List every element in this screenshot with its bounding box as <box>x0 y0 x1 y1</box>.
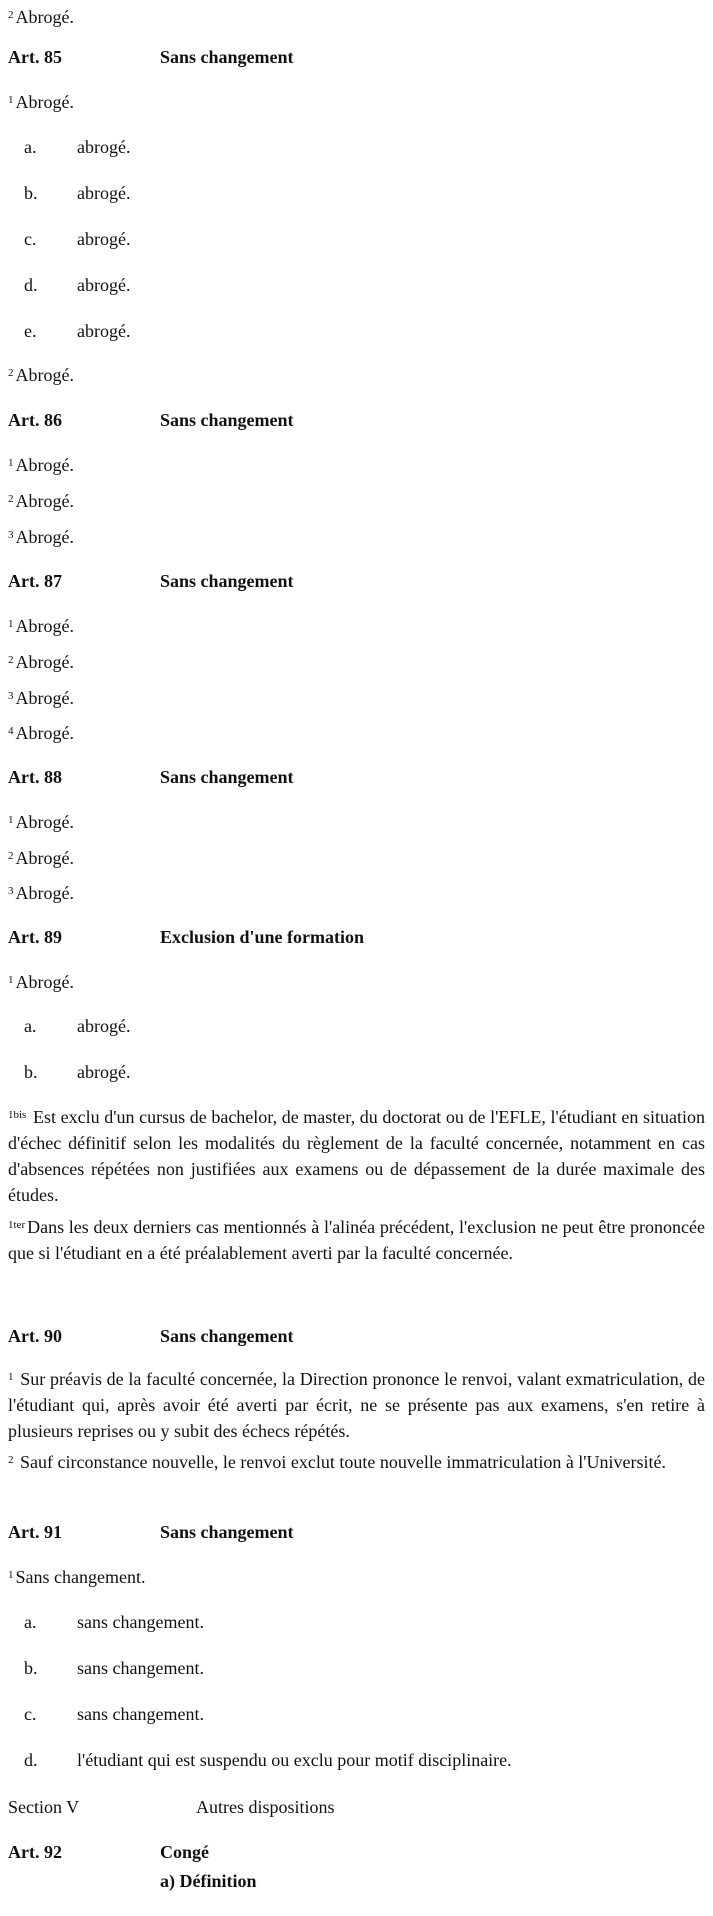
paragraph-text: Dans les deux derniers cas mentionnés à l'alinéa précédent, l'exclusion ne peut être prononcée que si l'étudiant en a été préalablement averti par la faculté concernée. <box>8 1217 705 1263</box>
list-item-text: sans changement. <box>77 1658 204 1678</box>
paragraph-text: Abrogé. <box>15 527 74 547</box>
paragraph-number: 1 <box>8 94 14 106</box>
article-subtitle: a) Définition <box>160 1871 257 1891</box>
paragraph-number: 1 <box>8 618 14 630</box>
list-item-letter: b. <box>24 183 38 203</box>
paragraph <box>8 1566 145 1588</box>
list-item-text: abrogé. <box>77 1016 131 1036</box>
paragraph-number: 3 <box>8 690 14 702</box>
list-item-text: abrogé. <box>77 183 131 203</box>
section-label: Section V <box>8 1797 80 1817</box>
list-item-text: sans changement. <box>77 1612 204 1632</box>
paragraph <box>8 454 74 476</box>
list-item-letter: e. <box>24 321 37 341</box>
article-number: Art. 85 <box>8 47 62 67</box>
section-title: Autres dispositions <box>196 1797 335 1817</box>
list-item-text: abrogé. <box>77 229 131 249</box>
paragraph-number: 1ter <box>8 1219 26 1231</box>
list-item-letter: c. <box>24 1704 37 1724</box>
paragraph <box>8 882 74 904</box>
article-number: Art. 92 <box>8 1842 62 1862</box>
paragraph-number: 2 <box>8 654 14 666</box>
paragraph-text: Sans changement. <box>15 1567 146 1587</box>
paragraph-text: Est exclu d'un cursus de bachelor, de master, du doctorat ou de l'EFLE, l'étudiant en situation d'échec définitif selon les modalités du règlement de la faculté concernée, notamment en cas d'absences répétées non justifiées aux examens ou de dépassement de la durée maximale des études. <box>8 1107 706 1205</box>
paragraph-text: Abrogé. <box>15 365 74 385</box>
paragraph <box>8 1449 705 1475</box>
article-number: Art. 86 <box>8 410 62 430</box>
paragraph <box>8 971 74 993</box>
paragraph-number: 2 <box>8 367 14 379</box>
paragraph-text: Abrogé. <box>15 723 74 743</box>
paragraph-number: 1 <box>8 457 14 469</box>
paragraph <box>8 1214 705 1266</box>
article-number: Art. 90 <box>8 1326 62 1346</box>
list-item-text: abrogé. <box>77 1062 131 1082</box>
article-title: Sans changement <box>160 767 294 787</box>
article-title: Congé <box>160 1842 209 1862</box>
list-item-letter: b. <box>24 1062 38 1082</box>
paragraph <box>8 91 74 113</box>
paragraph-text: Abrogé. <box>15 972 74 992</box>
paragraph-number: 2 <box>8 850 14 862</box>
article-number: Art. 91 <box>8 1522 62 1542</box>
list-item-text: sans changement. <box>77 1704 204 1724</box>
list-item-text: abrogé. <box>77 275 131 295</box>
paragraph-number: 2 <box>8 9 14 21</box>
paragraph <box>8 811 74 833</box>
paragraph <box>8 6 74 28</box>
article-title: Exclusion d'une formation <box>160 927 365 947</box>
paragraph-text: Sur préavis de la faculté concernée, la Direction prononce le renvoi, valant exmatriculation, de l'étudiant qui, après avoir été averti par écrit, ne se présente pas aux examens, s'en retire à plusieurs reprises ou y subit des échecs répétés. <box>8 1369 705 1441</box>
paragraph-number: 2 <box>8 1454 14 1466</box>
paragraph-number: 1bis <box>8 1109 27 1121</box>
paragraph <box>8 1366 705 1444</box>
list-item-letter: a. <box>24 137 37 157</box>
list-item-text: l'étudiant qui est suspendu ou exclu pour motif disciplinaire. <box>77 1750 512 1770</box>
paragraph-number: 1 <box>8 974 14 986</box>
paragraph-number: 1 <box>8 1371 14 1383</box>
paragraph-number: 2 <box>8 493 14 505</box>
article-title: Sans changement <box>160 571 294 591</box>
article-number: Art. 87 <box>8 571 62 591</box>
paragraph-text: Abrogé. <box>15 652 74 672</box>
list-item-letter: a. <box>24 1016 37 1036</box>
paragraph <box>8 722 74 744</box>
paragraph-text: Abrogé. <box>15 7 74 27</box>
paragraph <box>8 615 74 637</box>
paragraph-number: 1 <box>8 814 14 826</box>
list-item-letter: a. <box>24 1612 37 1632</box>
list-item-text: abrogé. <box>77 137 131 157</box>
article-title: Sans changement <box>160 47 294 67</box>
paragraph-number: 3 <box>8 529 14 541</box>
paragraph-text: Abrogé. <box>15 883 74 903</box>
paragraph-text: Abrogé. <box>15 455 74 475</box>
paragraph-text: Abrogé. <box>15 491 74 511</box>
article-number: Art. 88 <box>8 767 62 787</box>
paragraph-text: Abrogé. <box>15 616 74 636</box>
paragraph <box>8 847 74 869</box>
article-title: Sans changement <box>160 1326 294 1346</box>
paragraph <box>8 490 74 512</box>
paragraph-number: 1 <box>8 1569 14 1581</box>
list-item-letter: d. <box>24 1750 38 1770</box>
paragraph <box>8 526 74 548</box>
article-title: Sans changement <box>160 1522 294 1542</box>
list-item-text: abrogé. <box>77 321 131 341</box>
paragraph-text: Abrogé. <box>15 812 74 832</box>
paragraph-text: Abrogé. <box>15 688 74 708</box>
paragraph <box>8 1104 705 1208</box>
article-title: Sans changement <box>160 410 294 430</box>
paragraph-text: Sauf circonstance nouvelle, le renvoi exclut toute nouvelle immatriculation à l'Université. <box>20 1452 667 1472</box>
paragraph <box>8 364 74 386</box>
list-item-letter: b. <box>24 1658 38 1678</box>
paragraph-number: 3 <box>8 885 14 897</box>
paragraph <box>8 651 74 673</box>
paragraph <box>8 687 74 709</box>
list-item-letter: c. <box>24 229 37 249</box>
paragraph-text: Abrogé. <box>15 848 74 868</box>
paragraph-number: 4 <box>8 725 14 737</box>
article-number: Art. 89 <box>8 927 62 947</box>
list-item-letter: d. <box>24 275 38 295</box>
paragraph-text: Abrogé. <box>15 92 74 112</box>
